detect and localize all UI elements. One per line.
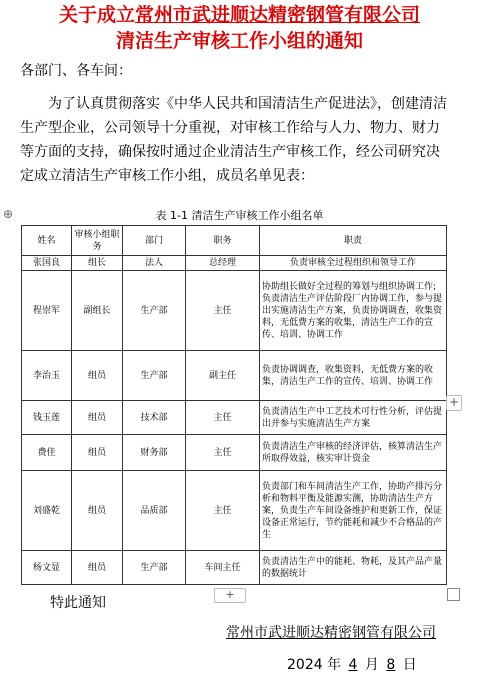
header-name: 姓名	[22, 226, 72, 256]
notice-date	[287, 656, 417, 674]
table-move-icon[interactable]: ⊕	[3, 207, 14, 221]
add-row-button[interactable]: +	[214, 588, 246, 603]
cell-title: 主任	[186, 271, 260, 351]
cell-name: 程崇军	[22, 271, 72, 351]
cell-duty: 负责清洁生产中的能耗、物耗，及其产品产量的数据统计	[260, 551, 447, 585]
notice-title-line2: 清洁生产审核工作小组的通知	[115, 30, 363, 52]
header-dept: 部门	[123, 226, 186, 256]
cell-name: 费佳	[22, 435, 72, 471]
cell-duty: 负责部门和车间清洁生产工作，协助产排污分析和物料平衡及能源实测，协助清洁生产方案，负责生产车间设备维护和更新工作，保证设备正常运行，节约能耗和减少不合格品的产生	[260, 471, 447, 551]
table-row	[22, 401, 447, 435]
title-prefix: 关于成立	[58, 4, 135, 26]
cell-title: 副主任	[186, 351, 260, 401]
body-paragraph: 为了认真贯彻落实《中华人民共和国清洁生产促进法》，创建清洁生产型企业，公司领导十分重视，对审核工作给与人力、物力、财力等方面的支持，确保按时通过企业清洁生产审核工作，经公司研究决定成立清洁生产审核工作小组，成员名单见表：	[20, 96, 447, 184]
signature-company: 常州市武进顺达精密钢管有限公司	[226, 625, 436, 641]
cell-role: 副组长	[72, 271, 123, 351]
cell-dept: 生产部	[123, 271, 186, 351]
table-row	[22, 551, 447, 585]
cell-name: 李治玉	[22, 351, 72, 401]
date-year: 2024	[287, 657, 323, 673]
cell-dept: 财务部	[123, 435, 186, 471]
cell-role: 组员	[72, 471, 123, 551]
table-row	[22, 351, 447, 401]
cell-duty: 负责清洁生产中工艺技术可行性分析，评估提出并参与实施清洁生产方案	[260, 401, 447, 435]
cell-name: 刘盛乾	[22, 471, 72, 551]
table-row	[22, 271, 447, 351]
cell-title: 主任	[186, 471, 260, 551]
cell-name: 杨文显	[22, 551, 72, 585]
greeting: 各部门、各车间：	[20, 63, 132, 79]
cell-role: 组员	[72, 435, 123, 471]
cell-role: 组员	[72, 351, 123, 401]
header-duty: 职责	[260, 226, 447, 256]
cell-title: 主任	[186, 435, 260, 471]
cell-role: 组员	[72, 401, 123, 435]
cell-dept: 生产部	[123, 551, 186, 585]
cell-title: 主任	[186, 401, 260, 435]
closing-text: 特此通知	[50, 595, 106, 611]
cell-name: 钱玉莲	[22, 401, 72, 435]
date-day-suffix: 日	[402, 657, 417, 673]
table-row	[22, 471, 447, 551]
date-day: 8	[386, 657, 396, 673]
table-header-row	[22, 226, 447, 256]
header-title: 职务	[186, 226, 260, 256]
cell-duty: 负责协调调查，收集资料，无低费方案的收集，清洁生产工作的宣传、培训、协调工作	[260, 351, 447, 401]
cell-dept: 生产部	[123, 351, 186, 401]
table-caption: 表 1-1 清洁生产审核工作小组名单	[155, 209, 324, 222]
date-month-suffix: 月	[364, 657, 379, 673]
cell-title: 总经理	[186, 256, 260, 271]
notice-title-line1	[0, 4, 479, 26]
add-column-button[interactable]: +	[446, 395, 462, 411]
date-month: 4	[348, 657, 358, 673]
cell-dept: 技术部	[123, 401, 186, 435]
cell-duty: 负责清洁生产审核的经济评估，核算清洁生产所取得效益，核实审计资金	[260, 435, 447, 471]
cell-dept: 法人	[123, 256, 186, 271]
table-resize-handle[interactable]	[447, 588, 460, 601]
cell-name: 张国良	[22, 256, 72, 271]
cell-role: 组长	[72, 256, 123, 271]
cell-duty: 负责审核全过程组织和领导工作	[260, 256, 447, 271]
cell-duty: 协助组长做好全过程的筹划与组织协调工作;负责清洁生产评估阶段厂内协调工作，参与提出实施清洁生产方案，负责协调调查，收集资料，无低费方案的收集，清洁生产工作的宣传、培训、协调工作	[260, 271, 447, 351]
header-role: 审核小组职务	[72, 226, 123, 256]
title-company: 常州市武进顺达精密钢管有限公司	[135, 4, 421, 26]
cell-dept: 品质部	[123, 471, 186, 551]
cell-title: 车间主任	[186, 551, 260, 585]
member-table	[21, 225, 447, 585]
cell-role: 组员	[72, 551, 123, 585]
table-row	[22, 256, 447, 271]
date-year-suffix: 年	[327, 657, 342, 673]
table-row	[22, 435, 447, 471]
